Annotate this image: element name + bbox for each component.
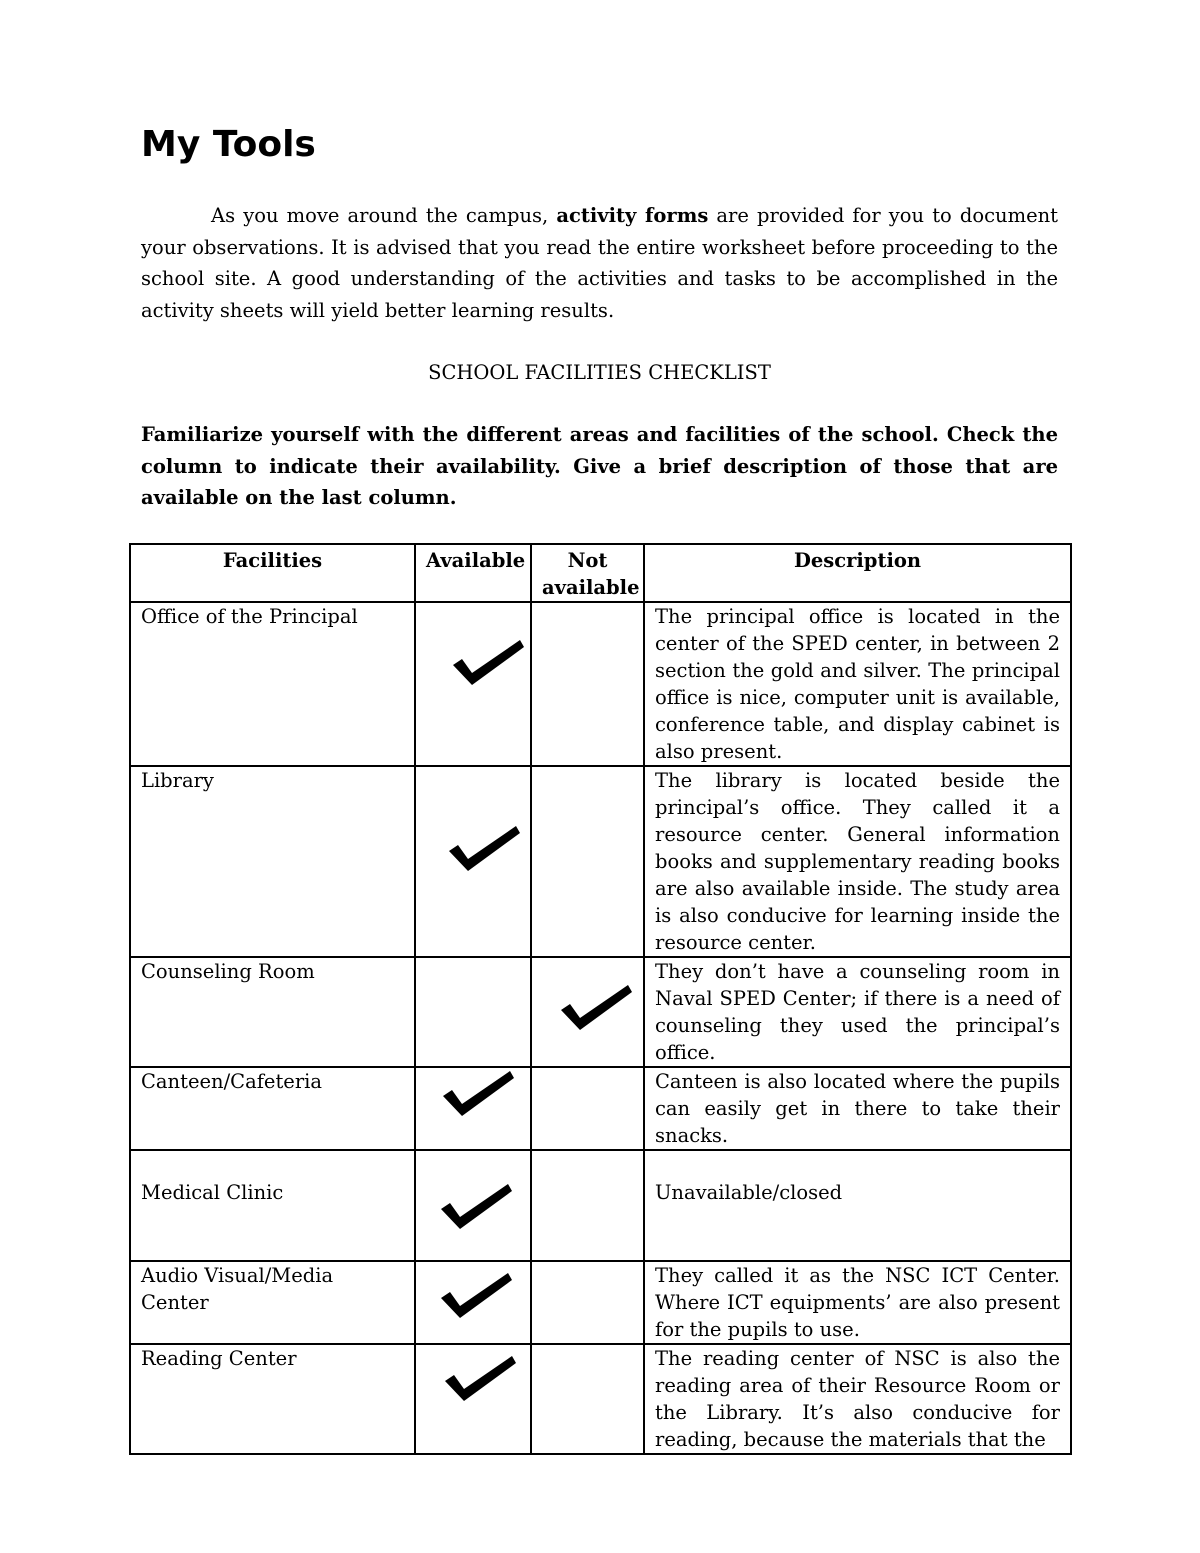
available-cell — [415, 1261, 531, 1344]
facility-description: The reading center of NSC is also the reading area of their Resource Room or the Library. It’s also conducive for reading, because the materials that the — [644, 1344, 1071, 1454]
not-available-cell — [531, 1344, 644, 1454]
table-row — [130, 766, 1071, 957]
facility-description: Unavailable/closed — [644, 1150, 1071, 1261]
not-available-cell — [531, 766, 644, 957]
available-cell — [415, 1067, 531, 1150]
table-row — [130, 1067, 1071, 1150]
instructions: Familiarize yourself with the different areas and facilities of the school. Check the column to indicate their availability. Give a brief description of those that are available on the last column. — [141, 423, 1058, 509]
facility-description: The principal office is located in the center of the SPED center, in between 2 section the gold and silver. The principal office is nice, computer unit is available, conference table, and display cabinet is also present. — [644, 602, 1071, 766]
available-cell — [415, 602, 531, 766]
checkmark-icon — [442, 1353, 518, 1403]
facility-description: The library is located beside the principal’s office. They called it a resource center. General information books and supplementary reading books are also available inside. The study area is also conducive for learning inside the resource center. — [644, 766, 1071, 957]
header-not-available: Not available — [531, 544, 644, 602]
header-available: Available — [415, 544, 531, 602]
checkmark-icon — [438, 1270, 514, 1320]
facilities-table — [129, 543, 1072, 1455]
available-cell — [415, 957, 531, 1067]
table-header-row — [130, 544, 1071, 602]
header-facilities: Facilities — [130, 544, 415, 602]
intro-text-start: As you move around the campus, — [211, 204, 557, 227]
table-row — [130, 602, 1071, 766]
not-available-cell — [531, 602, 644, 766]
checkmark-icon — [440, 1068, 516, 1118]
intro-paragraph — [141, 200, 1058, 327]
not-available-cell — [531, 1261, 644, 1344]
facility-description: They called it as the NSC ICT Center. Where ICT equipments’ are also present for the pupils to use. — [644, 1261, 1071, 1344]
available-cell — [415, 766, 531, 957]
facility-name: Audio Visual/Media Center — [130, 1261, 415, 1344]
table-row — [130, 1150, 1071, 1261]
facility-name: Reading Center — [130, 1344, 415, 1454]
header-description: Description — [644, 544, 1071, 602]
not-available-cell — [531, 1067, 644, 1150]
table-row — [130, 1261, 1071, 1344]
checkmark-icon — [438, 1181, 514, 1231]
checkmark-icon — [446, 823, 522, 873]
not-available-cell — [531, 1150, 644, 1261]
checklist-title: SCHOOL FACILITIES CHECKLIST — [428, 361, 771, 384]
facility-name: Library — [130, 766, 415, 957]
checkmark-icon — [450, 637, 526, 687]
facility-name: Counseling Room — [130, 957, 415, 1067]
facility-name: Canteen/Cafeteria — [130, 1067, 415, 1150]
available-cell — [415, 1150, 531, 1261]
not-available-cell — [531, 957, 644, 1067]
intro-bold-term: activity forms — [556, 204, 709, 227]
available-cell — [415, 1344, 531, 1454]
page-heading: My Tools — [141, 124, 316, 165]
facility-name: Office of the Principal — [130, 602, 415, 766]
facility-description: They don’t have a counseling room in Naval SPED Center; if there is a need of counseling they used the principal’s office. — [644, 957, 1071, 1067]
intro-text-end: are provided for you to document your observations. It is advised that you read the entire worksheet before proceeding to the school site. A good understanding of the activities and tasks to be accomplished in the activity sheets will yield better learning results. — [141, 204, 1059, 323]
checkmark-icon — [558, 982, 634, 1032]
table-row — [130, 1344, 1071, 1454]
facility-description: Canteen is also located where the pupils can easily get in there to take their snacks. — [644, 1067, 1071, 1150]
facility-name: Medical Clinic — [130, 1150, 415, 1261]
table-row — [130, 957, 1071, 1067]
